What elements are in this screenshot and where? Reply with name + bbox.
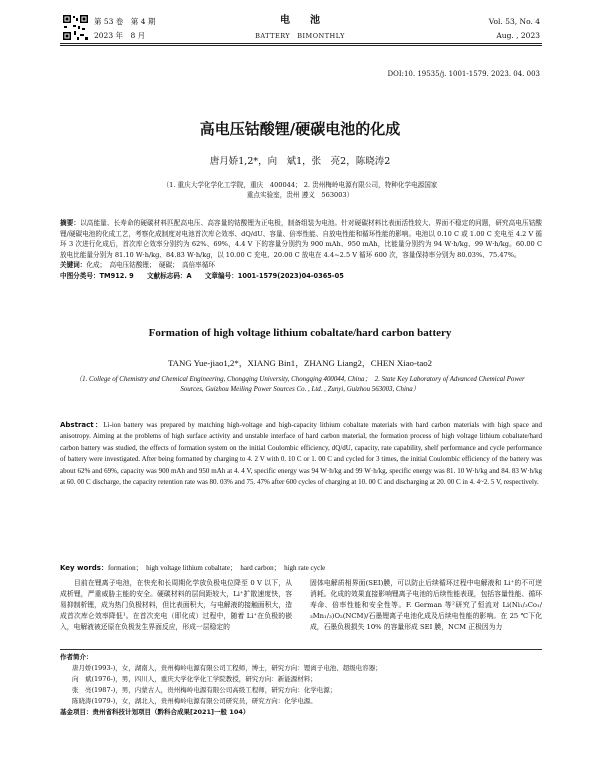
paper-title-cn: 高电压钴酸锂/硬碳电池的化成 xyxy=(199,120,401,138)
paper-title-en: Formation of high voltage lithium cobaltate/hard carbon battery xyxy=(148,327,452,339)
keywords-en-block xyxy=(60,563,542,573)
body-column-right: 固体电解质相界面(SEI)膜，可以防止后续循环过程中电解液和 Li⁺的不可逆消耗。化成的效果直接影响锂离子电池的后续性能表现，包括容量性能、循环寿命、倍率性能和安全性等。F. German 等²研究了恒流对 Li(Ni₁/₃Co₁/₃Mn₁/₃)O₂(NCM)/石墨锂离子电池化成及后续电性能的影响。在 25 ℃下化成，石墨负极损失 10% 的容量形成 SEI 膜，NCM 正极因为力 xyxy=(310,579,542,631)
volume-issue-en: Vol. 53, No. 4 xyxy=(488,17,540,26)
keywords-en: formation； high voltage lithium cobaltate； hard carbon； high rate cycle xyxy=(107,564,326,572)
keywords-en-label: Key words： xyxy=(60,564,108,572)
footnote-label: 作者简介： xyxy=(60,653,93,661)
keywords-cn: 化成； 高电压钴酸锂； 硬碳； 高倍率循环 xyxy=(86,261,215,269)
header-rule xyxy=(60,43,542,44)
volume-issue-cn: 第 53 卷 第 4 期 xyxy=(94,17,156,26)
affiliation-en: （1. College of Chemistry and Chemical Engineering, Chongqing University, Chongqing 400044, China； 2. State Key Laboratory of Advanced Chemical Power Sources, Guizhou Meiling Power Sources Co. , Ltd. , Zunyi, Guizhou 563003, China） xyxy=(75,376,525,393)
journal-name-en: BATTERY BIMONTHLY xyxy=(255,32,345,40)
abstract-en-text: Li-ion battery was prepared by matching high-voltage and high-capacity lithium cobaltate materials with hard carbon materials with high space and anisotropy. Aiming at the problems of high surface activity and unstable interface of hard carbon material, the formation process of high voltage lithium cobaltate/hard carbon battery was studied, the effects of formation system on the initial Coulombic efficiency, dQ/dU, capacity, rate capability, shelf performance and cycle performance of battery were investigated. After being formatted by charging to 4. 2 V with 0. 10 C or 1. 00 C and cycled for 3 times, the initial Coulombic efficiency of the battery was about 62% and 69%, capacity was 900 mAh and 950 mAh at 4. 4 V, specific energy was 94 W·h/kg and 99 W·h/kg, specific energy was 81. 10 W·h/kg and 84. 83 W·h/kg at 60. 00 C discharge, the capacity retention rate was 80. 03% and 75. 47% after 600 cycles of charging at 10. 00 C and discharging at 20. 00 C in 4. 4~2. 5 V, respectively. xyxy=(60,421,542,487)
doi: DOI:10. 19535/j. 1001-1579. 2023. 04. 003 xyxy=(387,70,540,78)
header-rule-thin xyxy=(60,45,542,46)
keywords-cn-label: 关键词： xyxy=(60,261,87,269)
footnote-author-2: 向 斌(1976-)，男，四川人，重庆大学化学化工学院教授，研究方向：新能源材料； xyxy=(72,675,317,683)
abstract-cn-block xyxy=(60,218,542,281)
footnote-rule xyxy=(60,649,542,650)
body-column-left: 目前在锂离子电池，在快充和长周期化学放负极电位降至 0 V 以下，从成析锂，严重威胁主能的安全。硬碳材料的层间距较大，Li⁺扩散速度快，容易抑制析锂，成为热门负极材料，但比表面积大，与电解液的接触面积大，造成首次库仑效率降低¹。在首次充电（即化成）过程中，随着 Li⁺在负极的嵌入，电解液被还原在负极发生界面反应，形成一层稳定的 xyxy=(60,579,292,631)
footnotes-block xyxy=(60,652,542,718)
date-en: Aug. , 2023 xyxy=(496,31,540,40)
footnote-author-4: 陈晓涛(1979-)，女，湖北人，贵州梅岭电源有限公司研究员，研究方向：化学电源。 xyxy=(72,697,317,705)
abstract-en-block xyxy=(60,420,542,488)
journal-name-cn: 电 池 xyxy=(280,15,320,26)
abstract-en-label: Abstract： xyxy=(60,421,104,429)
footnote-author-1: 唐月娇(1993-)，女，湖南人，贵州梅岭电源有限公司工程师，博士，研究方向：锂离子电池、超级电容器； xyxy=(72,664,382,672)
date-cn: 2023 年 8 月 xyxy=(94,31,146,40)
authors-cn: 唐月娇1,2*，向 斌1，张 亮2，陈晓涛2 xyxy=(209,156,391,167)
abstract-cn-label: 摘要： xyxy=(60,219,81,227)
footnote-author-3: 张 亮(1987-)，男，内蒙古人，贵州梅岭电源有限公司高级工程师，研究方向：化学电源； xyxy=(72,686,337,694)
classification-cn: 中图分类号：TM912. 9 文献标志码：A 文章编号：1001-1579(2023)04-0365-05 xyxy=(60,271,344,280)
authors-en: TANG Yue-jiao1,2*，XIANG Bin1，ZHANG Liang2，CHEN Xiao-tao2 xyxy=(167,358,433,368)
abstract-cn-text: 以高能量、长寿命的硬碳材料匹配高电压、高容量的钴酸锂为正电极，制备组装为电池。针对硬碳材料比表面活性较大、界面不稳定的问题，研究高电压钴酸锂/硬碳电池的化成工艺，考察化成制度对电池首次库仑效率、dQ/dU、容量、倍率性能、自放电性能和循环性能的影响。电池以 0.10 C 或 1.00 C 充电至 4.2 V 循环 3 次进行化成后，首次库仑效率分别约为 62%、69%，4.4 V 下的容量分别约为 900 mAh、950 mAh，比能量分别约为 94 W·h/kg、99 W·h/kg。60.00 C 放电比能量分别为 81.10 W·h/kg、84.83 W·h/kg，以 10.00 C 充电、20.00 C 放电在 4.4~2.5 V 循环 600 次，容量保持率分别为 80.03%、75.47%。 xyxy=(60,219,543,259)
fund-info: 基金项目：贵州省科技计划项目（黔科合成果[2021]一般 104） xyxy=(60,708,250,716)
affiliation-cn: （1. 重庆大学化学化工学院，重庆 400044； 2. 贵州梅岭电源有限公司，特种化学电源国家重点实验室，贵州 遵义 563003） xyxy=(162,181,438,199)
